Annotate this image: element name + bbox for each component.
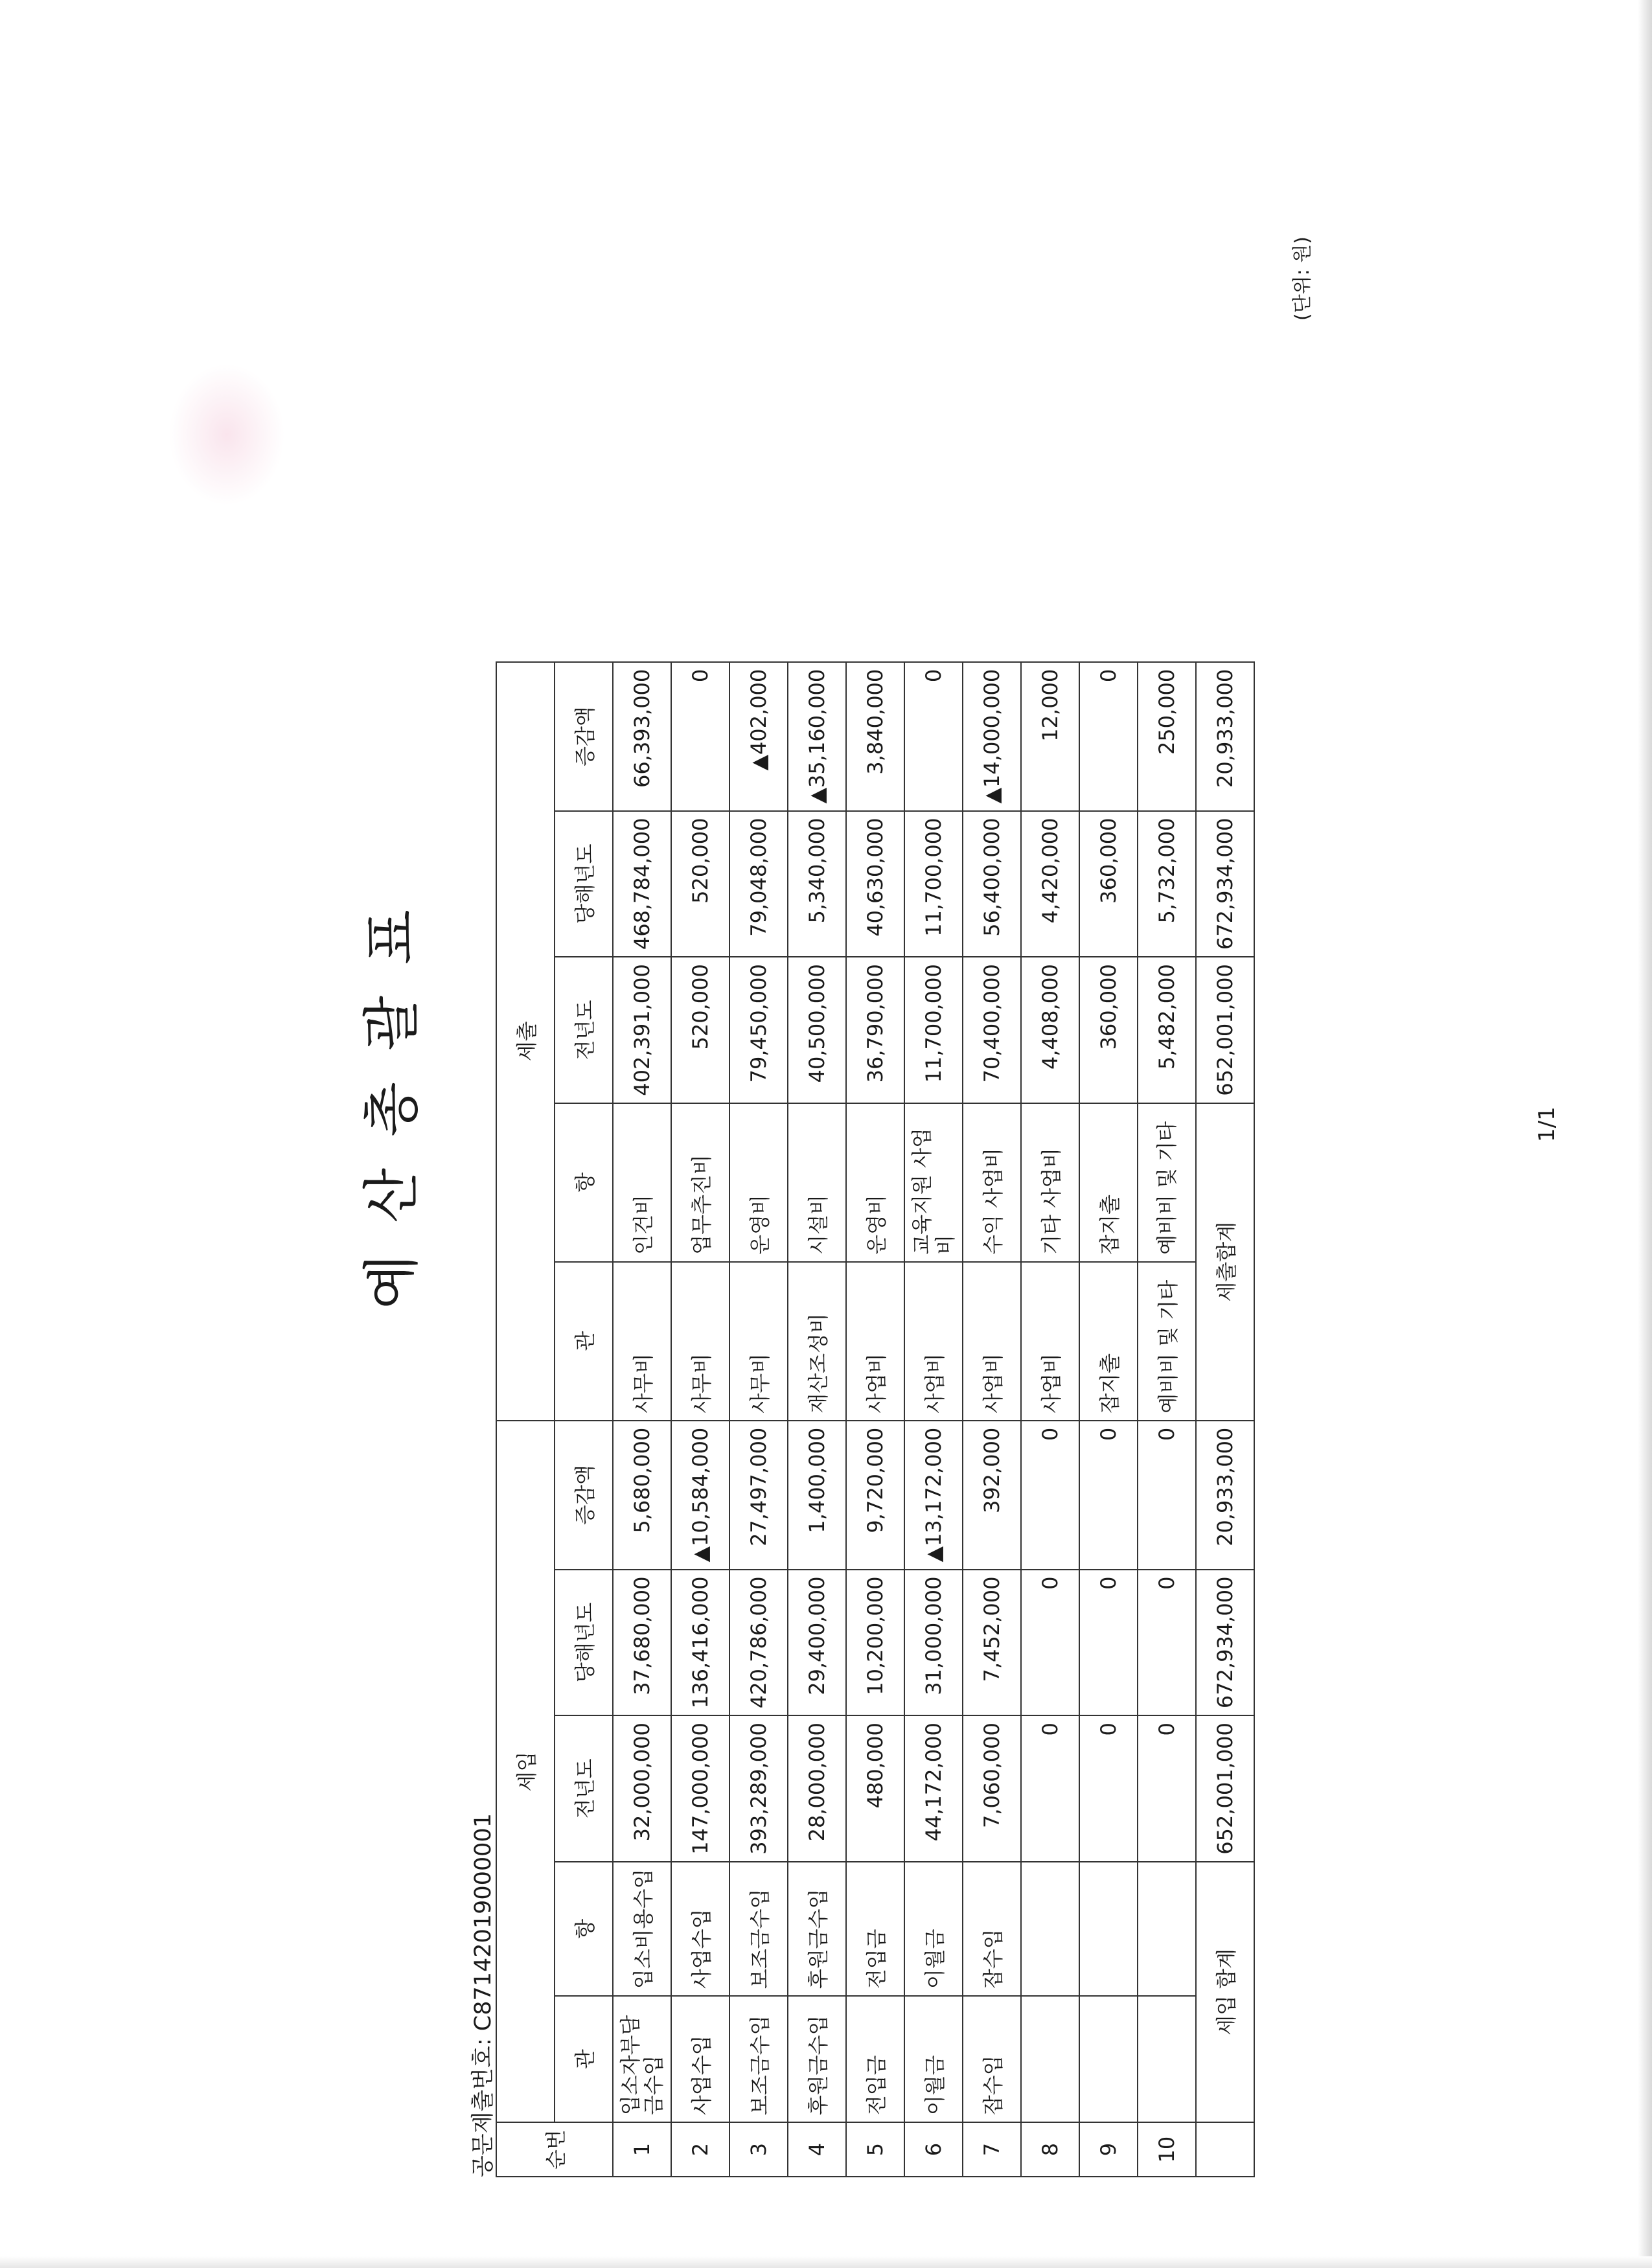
row-seq: 4 (788, 2122, 846, 2177)
revenue-hang-cell: 전입금 (846, 1862, 904, 1996)
expenditure-hang-cell: 시설비 (788, 1103, 846, 1262)
table-row (788, 662, 846, 2177)
revenue-hang-cell: 사업수입 (671, 1862, 729, 1996)
revenue-hang-cell: 이월금 (904, 1862, 963, 1996)
expenditure-gwan-cell: 예비비 및 기타 (1138, 1262, 1196, 1421)
table-row (729, 662, 788, 2177)
row-seq: 8 (1021, 2122, 1079, 2177)
revenue-prev-cell: 393,289,000 (729, 1715, 788, 1862)
expenditure-hang-cell: 교육지원 사업비 (904, 1103, 963, 1262)
revenue-prev-cell: 480,000 (846, 1715, 904, 1862)
expenditure-curr-cell: 4,420,000 (1021, 811, 1079, 957)
expenditure-hang-cell: 기타 사업비 (1021, 1103, 1079, 1262)
revenue-change-cell: 0 (1021, 1421, 1079, 1570)
revenue-change-cell: 5,680,000 (613, 1421, 671, 1570)
revenue-curr-cell: 0 (1079, 1570, 1138, 1716)
expenditure-curr-cell: 468,784,000 (613, 811, 671, 957)
row-seq: 10 (1138, 2122, 1196, 2177)
revenue-total-label: 세입 합계 (1196, 1862, 1254, 2122)
revenue-total-change: 20,933,000 (1196, 1421, 1254, 1570)
revenue-hang-cell (1138, 1862, 1196, 1996)
expenditure-change-cell: 0 (904, 662, 963, 811)
expenditure-gwan-cell: 사무비 (671, 1262, 729, 1421)
document-number: 공문제출번호: C87142019000001 (470, 1813, 496, 2177)
row-seq: 6 (904, 2122, 963, 2177)
expenditure-hang-cell: 예비비 및 기타 (1138, 1103, 1196, 1262)
revenue-curr-cell: 10,200,000 (846, 1570, 904, 1716)
header-in-prev: 전년도 (555, 1715, 613, 1862)
revenue-change-cell: 0 (1079, 1421, 1138, 1570)
total-seq-blank (1196, 2122, 1254, 2177)
revenue-prev-cell: 28,000,000 (788, 1715, 846, 1862)
expenditure-prev-cell: 520,000 (671, 957, 729, 1103)
expenditure-change-cell: ▲402,000 (729, 662, 788, 811)
expenditure-curr-cell: 11,700,000 (904, 811, 963, 957)
expenditure-gwan-cell: 사업비 (1021, 1262, 1079, 1421)
expenditure-hang-cell: 업무추진비 (671, 1103, 729, 1262)
table-row (671, 662, 729, 2177)
expenditure-gwan-cell: 사무비 (613, 1262, 671, 1421)
expenditure-curr-cell: 520,000 (671, 811, 729, 957)
document-title: 예 산 총 괄 표 (358, 903, 425, 1309)
totals-row (1196, 662, 1254, 2177)
header-in-curr: 당해년도 (555, 1570, 613, 1716)
table-row (1138, 662, 1196, 2177)
expenditure-prev-cell: 36,790,000 (846, 957, 904, 1103)
expenditure-total-change: 20,933,000 (1196, 662, 1254, 811)
revenue-change-cell: 0 (1138, 1421, 1196, 1570)
header-expenditure: 세출 (496, 662, 555, 1421)
expenditure-gwan-cell: 사업비 (904, 1262, 963, 1421)
expenditure-hang-cell: 잡지출 (1079, 1103, 1138, 1262)
revenue-gwan-cell: 후원금수입 (788, 1996, 846, 2122)
header-seq: 순번 (496, 2122, 613, 2177)
revenue-change-cell: ▲13,172,000 (904, 1421, 963, 1570)
revenue-gwan-cell: 잡수입 (963, 1996, 1021, 2122)
expenditure-gwan-cell: 사업비 (963, 1262, 1021, 1421)
expenditure-prev-cell: 4,408,000 (1021, 957, 1079, 1103)
revenue-gwan-cell: 이월금 (904, 1996, 963, 2122)
header-out-curr: 당해년도 (555, 811, 613, 957)
revenue-gwan-cell: 입소자부담금수입 (613, 1996, 671, 2122)
expenditure-total-label: 세출합계 (1196, 1103, 1254, 1421)
header-in-change: 증감액 (555, 1421, 613, 1570)
table-row (1021, 662, 1079, 2177)
revenue-change-cell: 1,400,000 (788, 1421, 846, 1570)
revenue-curr-cell: 420,786,000 (729, 1570, 788, 1716)
table-row (846, 662, 904, 2177)
revenue-gwan-cell: 보조금수입 (729, 1996, 788, 2122)
revenue-total-curr: 672,934,000 (1196, 1570, 1254, 1716)
revenue-hang-cell (1021, 1862, 1079, 1996)
table-row (904, 662, 963, 2177)
row-seq: 9 (1079, 2122, 1138, 2177)
expenditure-gwan-cell: 사무비 (729, 1262, 788, 1421)
expenditure-prev-cell: 40,500,000 (788, 957, 846, 1103)
row-seq: 7 (963, 2122, 1021, 2177)
expenditure-hang-cell: 인건비 (613, 1103, 671, 1262)
revenue-curr-cell: 0 (1138, 1570, 1196, 1716)
revenue-hang-cell: 입소비용수입 (613, 1862, 671, 1996)
scan-edge-shadow (1638, 0, 1652, 2268)
page-number: 1/1 (1534, 1106, 1560, 1142)
header-out-hang: 항 (555, 1103, 613, 1262)
row-seq: 3 (729, 2122, 788, 2177)
row-seq: 5 (846, 2122, 904, 2177)
expenditure-gwan-cell: 잡지출 (1079, 1262, 1138, 1421)
header-row-columns (555, 662, 613, 2177)
revenue-prev-cell: 0 (1021, 1715, 1079, 1862)
revenue-gwan-cell: 전입금 (846, 1996, 904, 2122)
header-out-change: 증감액 (555, 662, 613, 811)
expenditure-total-curr: 672,934,000 (1196, 811, 1254, 957)
revenue-hang-cell: 후원금수입 (788, 1862, 846, 1996)
expenditure-curr-cell: 79,048,000 (729, 811, 788, 957)
revenue-gwan-cell (1079, 1996, 1138, 2122)
expenditure-hang-cell: 수익 사업비 (963, 1103, 1021, 1262)
expenditure-prev-cell: 5,482,000 (1138, 957, 1196, 1103)
revenue-curr-cell: 31,000,000 (904, 1570, 963, 1716)
expenditure-curr-cell: 5,340,000 (788, 811, 846, 957)
revenue-curr-cell: 0 (1021, 1570, 1079, 1716)
expenditure-curr-cell: 56,400,000 (963, 811, 1021, 957)
revenue-prev-cell: 32,000,000 (613, 1715, 671, 1862)
revenue-gwan-cell: 사업수입 (671, 1996, 729, 2122)
faint-stamp-mark (168, 363, 285, 506)
table-body (613, 662, 1196, 2177)
revenue-hang-cell: 보조금수입 (729, 1862, 788, 1996)
expenditure-change-cell: 250,000 (1138, 662, 1196, 811)
expenditure-gwan-cell: 재산조성비 (788, 1262, 846, 1421)
table-row (1079, 662, 1138, 2177)
revenue-change-cell: ▲10,584,000 (671, 1421, 729, 1570)
revenue-prev-cell: 44,172,000 (904, 1715, 963, 1862)
expenditure-prev-cell: 79,450,000 (729, 957, 788, 1103)
revenue-prev-cell: 0 (1079, 1715, 1138, 1862)
table-row (613, 662, 671, 2177)
revenue-curr-cell: 7,452,000 (963, 1570, 1021, 1716)
revenue-gwan-cell (1021, 1996, 1079, 2122)
revenue-change-cell: 9,720,000 (846, 1421, 904, 1570)
unit-label: (단위: 원) (1291, 236, 1314, 321)
expenditure-change-cell: 0 (1079, 662, 1138, 811)
expenditure-total-prev: 652,001,000 (1196, 957, 1254, 1103)
revenue-prev-cell: 7,060,000 (963, 1715, 1021, 1862)
expenditure-curr-cell: 40,630,000 (846, 811, 904, 957)
expenditure-prev-cell: 402,391,000 (613, 957, 671, 1103)
expenditure-prev-cell: 11,700,000 (904, 957, 963, 1103)
expenditure-change-cell: 66,393,000 (613, 662, 671, 811)
revenue-hang-cell: 잡수입 (963, 1862, 1021, 1996)
revenue-prev-cell: 147,000,000 (671, 1715, 729, 1862)
budget-summary-table (496, 661, 1255, 2177)
expenditure-change-cell: 3,840,000 (846, 662, 904, 811)
expenditure-change-cell: 0 (671, 662, 729, 811)
revenue-prev-cell: 0 (1138, 1715, 1196, 1862)
expenditure-change-cell: ▲14,000,000 (963, 662, 1021, 811)
header-row-groups (496, 662, 555, 2177)
revenue-change-cell: 392,000 (963, 1421, 1021, 1570)
row-seq: 2 (671, 2122, 729, 2177)
expenditure-prev-cell: 70,400,000 (963, 957, 1021, 1103)
header-revenue: 세입 (496, 1421, 555, 2122)
expenditure-change-cell: ▲35,160,000 (788, 662, 846, 811)
expenditure-gwan-cell: 사업비 (846, 1262, 904, 1421)
row-seq: 1 (613, 2122, 671, 2177)
header-in-hang: 항 (555, 1862, 613, 1996)
revenue-curr-cell: 37,680,000 (613, 1570, 671, 1716)
revenue-total-prev: 652,001,000 (1196, 1715, 1254, 1862)
expenditure-change-cell: 12,000 (1021, 662, 1079, 811)
header-out-gwan: 관 (555, 1262, 613, 1421)
expenditure-hang-cell: 운영비 (846, 1103, 904, 1262)
revenue-curr-cell: 29,400,000 (788, 1570, 846, 1716)
expenditure-hang-cell: 운영비 (729, 1103, 788, 1262)
expenditure-prev-cell: 360,000 (1079, 957, 1138, 1103)
revenue-gwan-cell (1138, 1996, 1196, 2122)
revenue-curr-cell: 136,416,000 (671, 1570, 729, 1716)
table-row (963, 662, 1021, 2177)
header-in-gwan: 관 (555, 1996, 613, 2122)
expenditure-curr-cell: 360,000 (1079, 811, 1138, 957)
expenditure-curr-cell: 5,732,000 (1138, 811, 1196, 957)
revenue-change-cell: 27,497,000 (729, 1421, 788, 1570)
scan-bottom-shadow (0, 2256, 1652, 2268)
header-out-prev: 전년도 (555, 957, 613, 1103)
revenue-hang-cell (1079, 1862, 1138, 1996)
